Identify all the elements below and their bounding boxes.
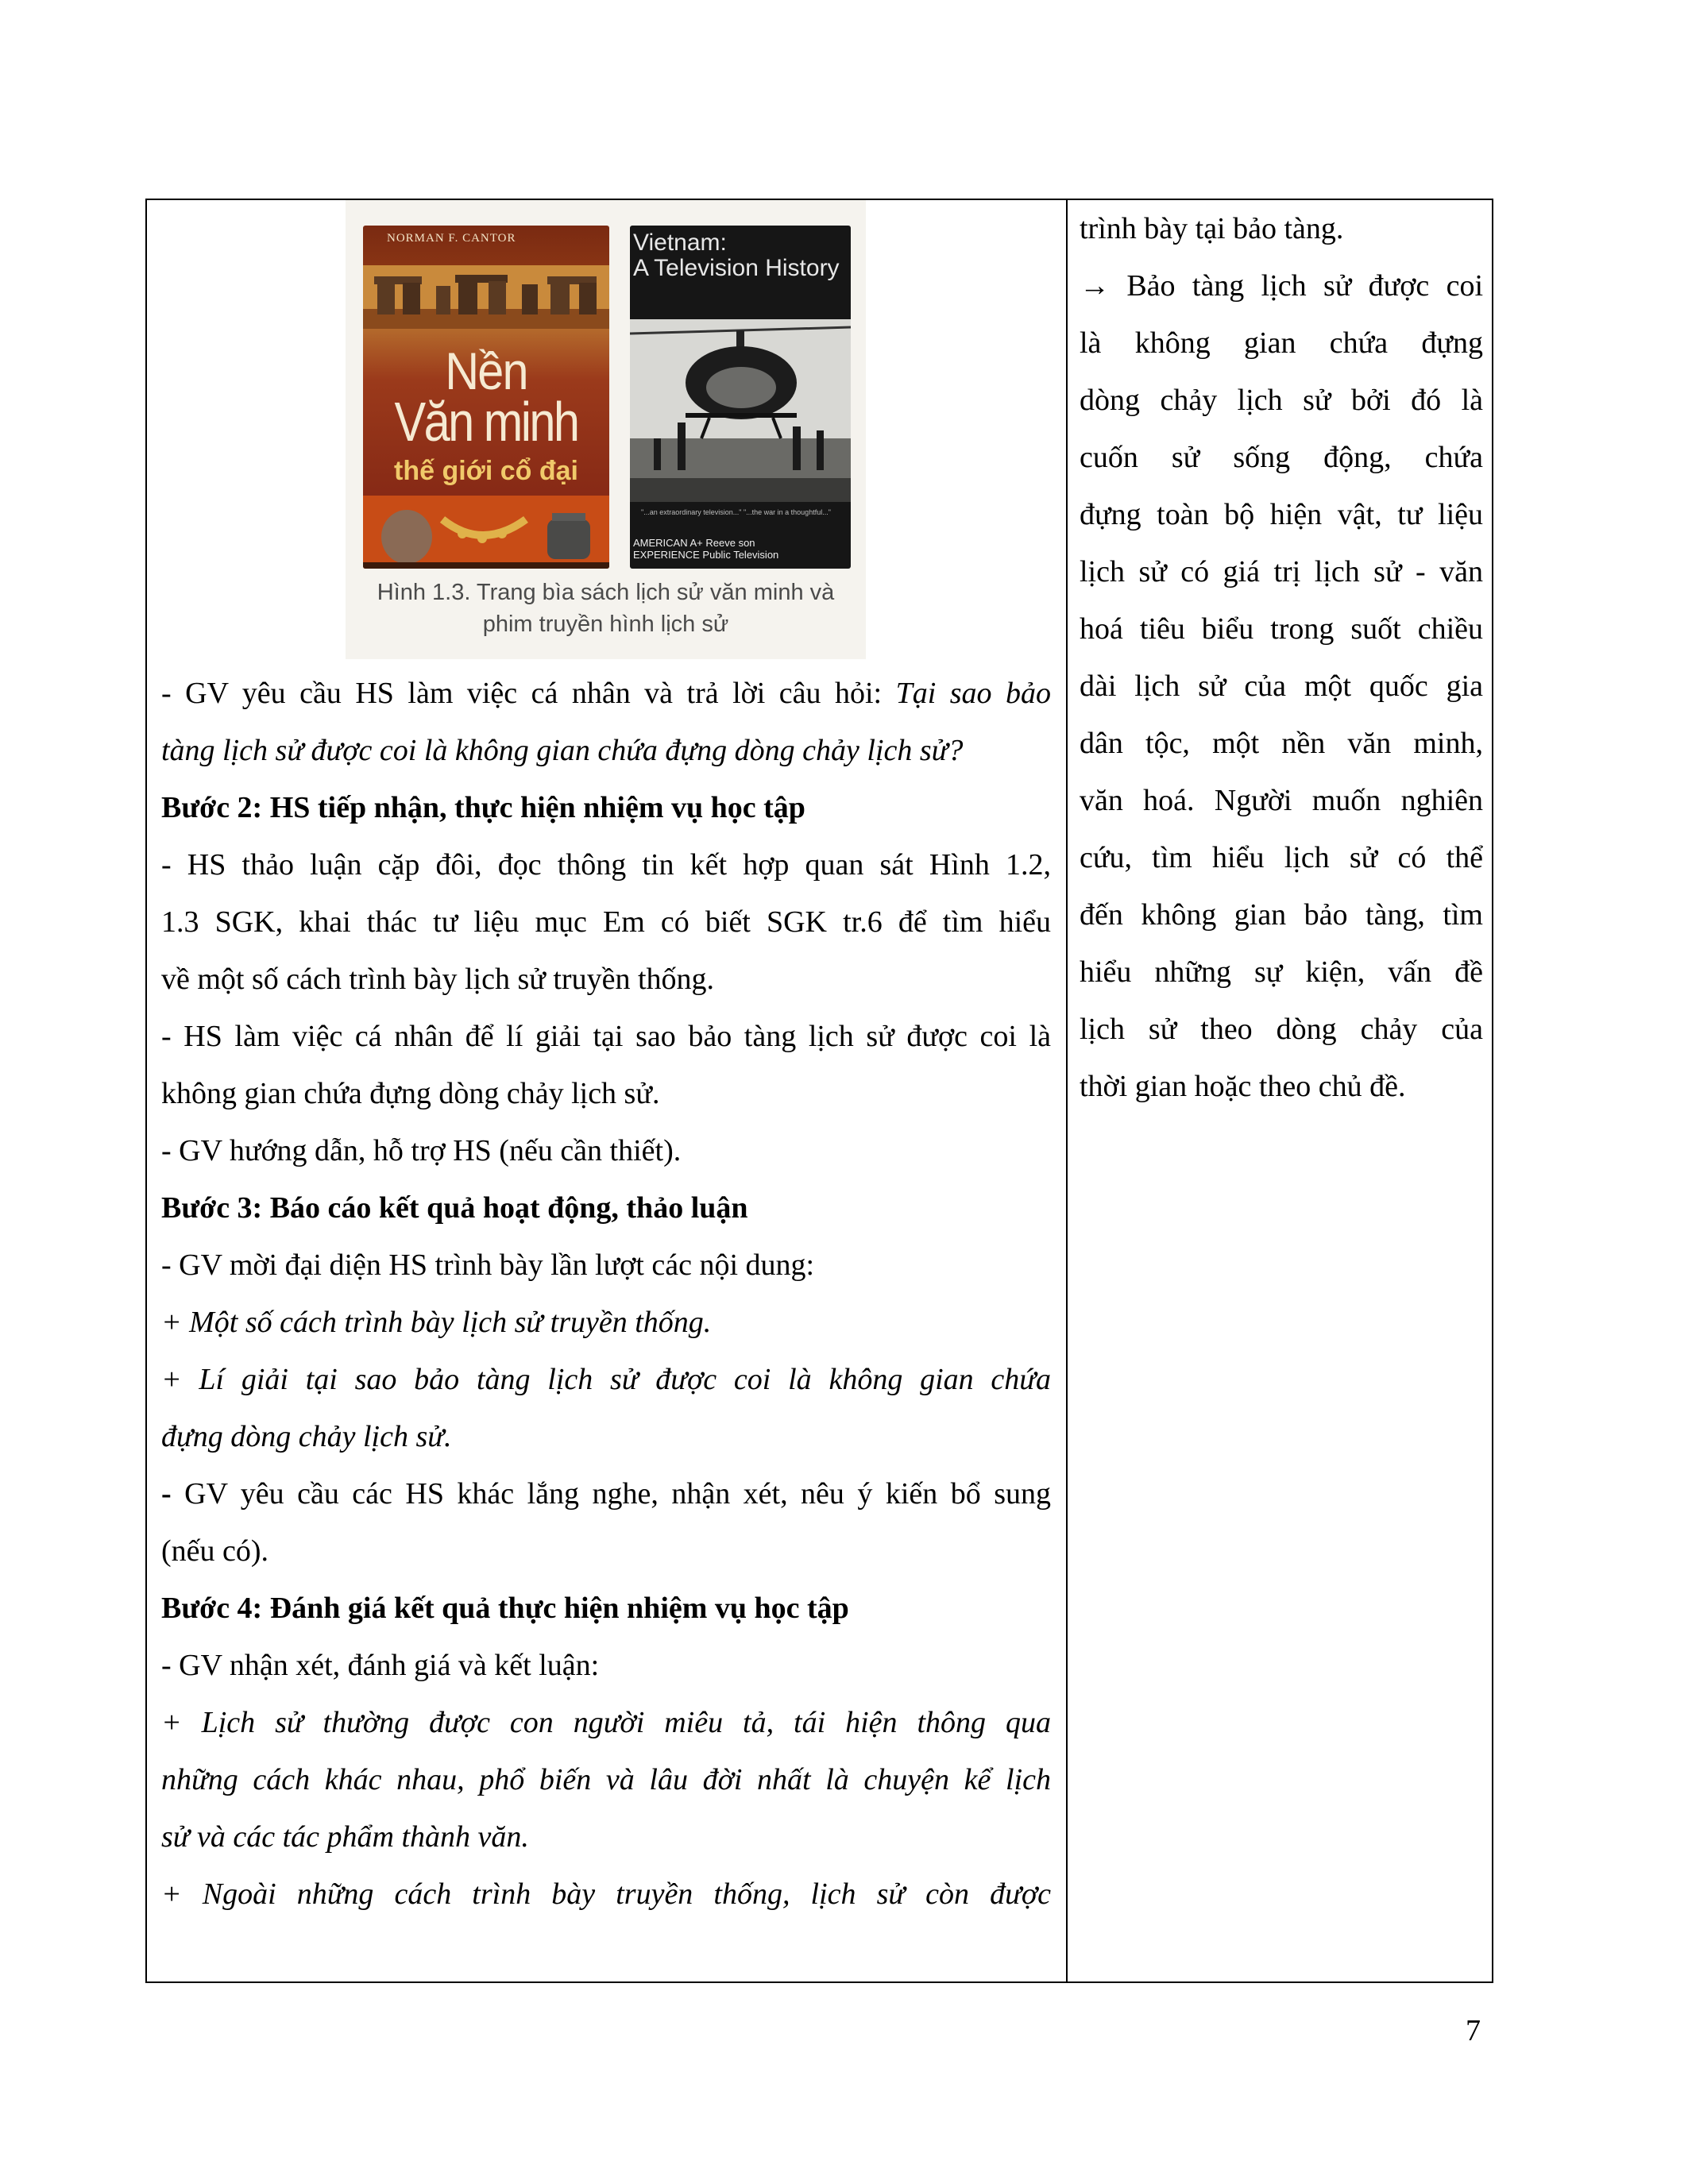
book2-publisher-line2: EXPERIENCE Public Television <box>633 549 779 561</box>
right-text-line: lịch sử theo dòng chảy của <box>1080 1013 1483 1046</box>
left-text-line <box>161 1522 1051 1580</box>
text-segment: + Lí giải tại sao bảo tàng lịch sử được coi là không gian chứa <box>161 1363 1051 1396</box>
text-segment: đựng dòng chảy lịch sử. <box>161 1420 452 1453</box>
text-segment: (nếu có). <box>161 1534 269 1568</box>
left-text-line <box>161 665 1051 722</box>
text-segment: - HS làm việc cá nhân để lí giải tại sao bảo tàng lịch sử được coi là <box>161 1020 1051 1053</box>
text-segment: - GV yêu cầu HS làm việc cá nhân và trả lời câu hỏi: <box>161 677 896 710</box>
activity-steps-column <box>161 665 1051 1923</box>
left-text-line <box>161 951 1051 1008</box>
text-segment: + Một số cách trình bày lịch sử truyền thống. <box>161 1306 712 1339</box>
right-text-line: → Bảo tàng lịch sử được coi <box>1080 269 1483 303</box>
left-text-line <box>161 1408 1051 1465</box>
text-segment: Bước 3: Báo cáo kết quả hoạt động, thảo luận <box>161 1191 748 1225</box>
left-text-line <box>161 1122 1051 1179</box>
right-text-line: thời gian hoặc theo chủ đề. <box>1080 1070 1406 1103</box>
right-text-line: đựng toàn bộ hiện vật, tư liệu <box>1080 498 1483 531</box>
right-text-line: trình bày tại bảo tàng. <box>1080 212 1344 245</box>
text-segment: + Lịch sử thường được con người miêu tả, tái hiện thông qua <box>161 1706 1051 1739</box>
figure-1-3 <box>346 200 866 659</box>
text-segment: những cách khác nhau, phổ biến và lâu đời nhất là chuyện kể lịch <box>161 1763 1051 1796</box>
book-cover-vietnam-tv <box>630 226 851 569</box>
artifacts-image <box>363 496 609 569</box>
text-segment: Bước 2: HS tiếp nhận, thực hiện nhiệm vụ học tập <box>161 791 805 824</box>
left-text-line <box>161 1008 1051 1065</box>
book1-title-line1: Nền <box>445 341 527 400</box>
left-text-line <box>161 722 1051 779</box>
stonehenge-image <box>363 265 609 329</box>
book2-title <box>633 230 840 281</box>
left-text-line <box>161 1751 1051 1808</box>
left-text-line <box>161 1580 1051 1637</box>
text-segment: không gian chứa đựng dòng chảy lịch sử. <box>161 1077 660 1110</box>
right-text-line: dài lịch sử của một quốc gia <box>1080 669 1483 703</box>
lesson-table <box>145 199 1493 1983</box>
left-text-line <box>161 1866 1051 1923</box>
left-text-line <box>161 1294 1051 1351</box>
figure-caption-line2: phim truyền hình lịch sử <box>482 612 729 637</box>
left-text-line <box>161 893 1051 951</box>
left-text-line <box>161 1065 1051 1122</box>
left-text-line <box>161 1351 1051 1408</box>
text-segment: - <box>161 1477 172 1511</box>
right-text-line: dân tộc, một nền văn minh, <box>1080 727 1483 760</box>
text-segment: - GV nhận xét, đánh giá và kết luận: <box>161 1649 600 1682</box>
figure-caption <box>346 577 866 640</box>
text-segment: sử và các tác phẩm thành văn. <box>161 1820 529 1854</box>
text-segment: + Ngoài những cách trình bày truyền thống, lịch sử còn được <box>161 1877 1051 1911</box>
figure-faint-text <box>353 200 544 222</box>
text-segment: 1.3 SGK, khai thác tư liệu mục Em có biết SGK tr.6 để tìm hiểu <box>161 905 1051 939</box>
page-number: 7 <box>1466 2014 1481 2047</box>
book2-quote: "...an extraordinary television..." "...the war in a thoughtful..." <box>641 508 831 516</box>
book1-title-line2: Văn minh <box>394 391 578 453</box>
right-text-line: hiểu những sự kiện, vấn đề <box>1080 955 1483 989</box>
left-text-line <box>161 1808 1051 1866</box>
right-text-line: văn hoá. Người muốn nghiên <box>1080 784 1483 817</box>
right-text-line: lịch sử có giá trị lịch sử - văn <box>1080 555 1483 588</box>
left-text-line <box>161 1694 1051 1751</box>
book2-title-line1: Vietnam: <box>633 230 727 256</box>
text-segment: - HS thảo luận cặp đôi, đọc thông tin kết hợp quan sát Hình 1.2, <box>161 848 1051 882</box>
book1-title-line3: thế giới cổ đại <box>394 456 578 486</box>
book1-author: NORMAN F. CANTOR <box>387 232 516 245</box>
right-text-line: hoá tiêu biểu trong suốt chiều <box>1080 612 1483 646</box>
column-divider <box>1066 200 1068 1981</box>
left-text-line <box>161 1237 1051 1294</box>
right-text-line: dòng chảy lịch sử bởi đó là <box>1080 384 1483 417</box>
figure-caption-line1: Hình 1.3. Trang bìa sách lịch sử văn minh và <box>377 580 835 605</box>
left-text-line <box>161 1637 1051 1694</box>
left-text-line <box>161 1179 1051 1237</box>
expected-outcome-column <box>1080 200 1483 1115</box>
left-text-line <box>161 779 1051 836</box>
text-segment: - GV hướng dẫn, hỗ trợ HS (nếu cần thiết). <box>161 1134 682 1167</box>
left-text-line <box>161 836 1051 893</box>
book2-publisher <box>633 537 778 561</box>
right-text-line: cứu, tìm hiểu lịch sử có thể <box>1080 841 1483 874</box>
text-segment: về một số cách trình bày lịch sử truyền thống. <box>161 963 715 996</box>
left-text-line <box>161 1465 1051 1522</box>
text-segment: tàng lịch sử được coi là không gian chứa đựng dòng chảy lịch sử? <box>161 734 964 767</box>
helicopter-image <box>630 319 851 502</box>
text-segment: - GV mời đại diện HS trình bày lần lượt các nội dung: <box>161 1248 815 1282</box>
text-segment: GV yêu cầu các HS khác lắng nghe, nhận xét, nêu ý kiến bổ sung <box>171 1477 1051 1511</box>
right-text-line: đến không gian bảo tàng, tìm <box>1080 898 1483 932</box>
text-segment: Bước 4: Đánh giá kết quả thực hiện nhiệm vụ học tập <box>161 1592 849 1625</box>
right-text-line: cuốn sử sống động, chứa <box>1080 441 1483 474</box>
right-text-line: là không gian chứa đựng <box>1080 326 1483 360</box>
book2-title-line2: A Television History <box>633 255 840 281</box>
text-segment: Tại sao bảo <box>895 677 1051 710</box>
book-cover-civilization <box>363 226 609 569</box>
book2-publisher-line1: AMERICAN A+ Reeve son <box>633 537 755 549</box>
